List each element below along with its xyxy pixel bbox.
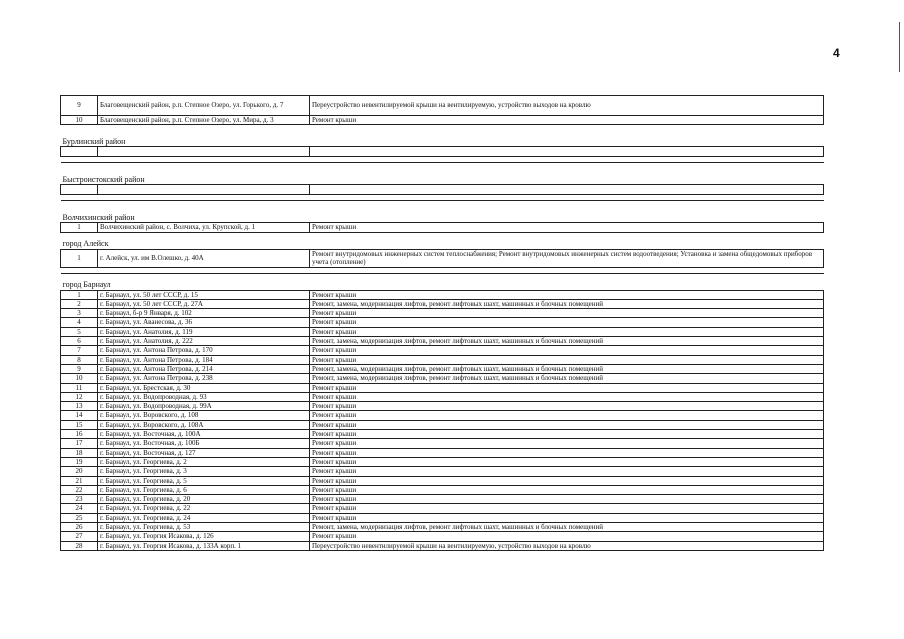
row-number: 10 [61, 116, 98, 125]
row-address: г. Барнаул, ул. Восточная, д. 127 [98, 448, 310, 457]
table-row [61, 523, 824, 532]
row-works: Ремонт крыши [310, 430, 824, 439]
row-address: г. Барнаул, ул. Анатолия, д. 119 [98, 327, 310, 336]
table-row [61, 430, 824, 439]
row-number: 28 [61, 541, 98, 550]
row-address: г. Барнаул, ул. Георгиева, д. 24 [98, 513, 310, 522]
row-address: г. Барнаул, ул. Восточная, д. 100А [98, 430, 310, 439]
row-works: Ремонт крыши [310, 318, 824, 327]
table-row [61, 402, 824, 411]
row-address: г. Барнаул, ул. Антона Петрова, д. 184 [98, 355, 310, 364]
row-works: Ремонт внутридомовых инженерных систем теплоснабжения; Ремонт внутридомовых инженерных систем водоотведения; Установка и замена общедомовых приборов учета (отопление) [310, 249, 824, 267]
district-header [61, 201, 824, 223]
row-number: 11 [61, 383, 98, 392]
table-row [61, 485, 824, 494]
row-address: г. Барнаул, ул. Георгиева, д. 22 [98, 504, 310, 513]
row-number: 4 [61, 318, 98, 327]
row-address: г. Барнаул, ул. Георгия Исакова, д. 133А корп. 1 [98, 541, 310, 550]
row-works: Ремонт, замена, модернизация лифтов, ремонт лифтовых шахт, машинных и блочных помещений [310, 374, 824, 383]
row-number: 27 [61, 532, 98, 541]
row-number: 26 [61, 523, 98, 532]
table-row [61, 392, 824, 401]
row-works: Ремонт крыши [310, 439, 824, 448]
row-works: Ремонт, замена, модернизация лифтов, ремонт лифтовых шахт, машинных и блочных помещений [310, 364, 824, 373]
table-row [61, 318, 824, 327]
barnaul-rows [61, 290, 824, 550]
page-number: 4 [833, 46, 840, 60]
row-number: 18 [61, 448, 98, 457]
row-works: Ремонт крыши [310, 457, 824, 466]
row-number: 2 [61, 299, 98, 308]
table-row [61, 337, 824, 346]
row-address: Благовещенский район, р.п. Степное Озеро, ул. Горького, д. 7 [98, 96, 310, 116]
row-number: 24 [61, 504, 98, 513]
district-title: город Алейск [61, 232, 824, 249]
row-number: 14 [61, 411, 98, 420]
table-row [61, 541, 824, 550]
table-row [61, 457, 824, 466]
row-works: Ремонт крыши [310, 485, 824, 494]
district-header [61, 125, 824, 147]
row-address: г. Барнаул, б-р 9 Января, д. 102 [98, 309, 310, 318]
row-address: г. Барнаул, ул. Георгия Исакова, д. 126 [98, 532, 310, 541]
row-address: Волчихинский район, с. Волчиха, ул. Крупской, д. 1 [98, 223, 310, 232]
row-works: Ремонт крыши [310, 411, 824, 420]
table-row [61, 383, 824, 392]
row-number: 9 [61, 96, 98, 116]
table-row [61, 223, 824, 232]
row-number: 5 [61, 327, 98, 336]
row-address: г. Барнаул, ул. Анатолия, д. 222 [98, 337, 310, 346]
table-row [61, 249, 824, 267]
row-works: Ремонт, замена, модернизация лифтов, ремонт лифтовых шахт, машинных и блочных помещений [310, 337, 824, 346]
row-address: г. Барнаул, ул. 50 лет СССР, д. 27А [98, 299, 310, 308]
row-works: Ремонт крыши [310, 223, 824, 232]
row-address: г. Барнаул, ул. Водопроводная, д. 93 [98, 392, 310, 401]
row-number: 15 [61, 420, 98, 429]
row-address: г. Барнаул, ул. Антона Петрова, д. 170 [98, 346, 310, 355]
row-number: 6 [61, 337, 98, 346]
row-works: Ремонт крыши [310, 476, 824, 485]
district-title: Бурлинский район [61, 125, 824, 147]
row-address: г. Барнаул, ул. Восточная, д. 100Б [98, 439, 310, 448]
empty-row [61, 185, 824, 195]
table-row [61, 364, 824, 373]
table-row [61, 327, 824, 336]
table-row [61, 439, 824, 448]
table-row [61, 355, 824, 364]
table-row [61, 532, 824, 541]
row-number: 1 [61, 223, 98, 232]
table-row [61, 513, 824, 522]
row-address: г. Барнаул, ул. 50 лет СССР, д. 15 [98, 290, 310, 299]
row-works: Переустройство невентилируемой крыши на вентилируемую, устройство выходов на кровлю [310, 541, 824, 550]
row-number: 21 [61, 476, 98, 485]
row-address: г. Барнаул, ул. Георгиева, д. 6 [98, 485, 310, 494]
row-address: г. Барнаул, ул. Георгиева, д. 3 [98, 467, 310, 476]
table-row [61, 96, 824, 116]
table-row [61, 504, 824, 513]
row-address: г. Барнаул, ул. Антона Петрова, д. 214 [98, 364, 310, 373]
row-number: 13 [61, 402, 98, 411]
row-number: 12 [61, 392, 98, 401]
row-works: Ремонт крыши [310, 402, 824, 411]
row-address: г. Барнаул, ул. Георгиева, д. 2 [98, 457, 310, 466]
row-address: Благовещенский район, р.п. Степное Озеро, ул. Мира, д. 3 [98, 116, 310, 125]
row-number: 17 [61, 439, 98, 448]
row-works: Переустройство невентилируемой крыши на вентилируемую, устройство выходов на кровлю [310, 96, 824, 116]
scan-edge-line [899, 22, 900, 72]
row-works: Ремонт крыши [310, 309, 824, 318]
table-row [61, 411, 824, 420]
row-works: Ремонт крыши [310, 448, 824, 457]
table-row [61, 346, 824, 355]
row-number: 10 [61, 374, 98, 383]
row-number: 3 [61, 309, 98, 318]
row-works: Ремонт крыши [310, 116, 824, 125]
row-number: 1 [61, 249, 98, 267]
row-address: г. Барнаул, ул. Антона Петрова, д. 238 [98, 374, 310, 383]
row-works: Ремонт крыши [310, 355, 824, 364]
row-number: 22 [61, 485, 98, 494]
row-works: Ремонт крыши [310, 383, 824, 392]
row-address: г. Барнаул, ул. Брестская, д. 30 [98, 383, 310, 392]
row-works: Ремонт крыши [310, 420, 824, 429]
row-number: 20 [61, 467, 98, 476]
row-number: 1 [61, 290, 98, 299]
table-row [61, 309, 824, 318]
row-works: Ремонт, замена, модернизация лифтов, ремонт лифтовых шахт, машинных и блочных помещений [310, 299, 824, 308]
row-works: Ремонт, замена, модернизация лифтов, ремонт лифтовых шахт, машинных и блочных помещений [310, 523, 824, 532]
row-works: Ремонт крыши [310, 504, 824, 513]
row-address: г. Алейск, ул. им В.Олешко, д. 40А [98, 249, 310, 267]
row-address: г. Барнаул, ул. Георгиева, д. 5 [98, 476, 310, 485]
table-row [61, 467, 824, 476]
row-works: Ремонт крыши [310, 467, 824, 476]
row-number: 25 [61, 513, 98, 522]
row-works: Ремонт крыши [310, 346, 824, 355]
row-number: 7 [61, 346, 98, 355]
row-number: 23 [61, 495, 98, 504]
table-row [61, 448, 824, 457]
district-title: город Барнаул [61, 273, 824, 290]
row-address: г. Барнаул, ул. Аванесова, д. 36 [98, 318, 310, 327]
district-header [61, 163, 824, 185]
table-row [61, 290, 824, 299]
district-header [61, 232, 824, 249]
table-row [61, 420, 824, 429]
table-row [61, 116, 824, 125]
row-address: г. Барнаул, ул. Воровского, д. 108А [98, 420, 310, 429]
row-works: Ремонт крыши [310, 495, 824, 504]
district-title: Быстроистокский район [61, 163, 824, 185]
row-address: г. Барнаул, ул. Воровского, д. 108 [98, 411, 310, 420]
row-address: г. Барнаул, ул. Водопроводная, д. 99А [98, 402, 310, 411]
row-works: Ремонт крыши [310, 392, 824, 401]
row-number: 8 [61, 355, 98, 364]
table-row [61, 374, 824, 383]
table-row [61, 299, 824, 308]
row-number: 9 [61, 364, 98, 373]
district-header [61, 273, 824, 290]
row-number: 16 [61, 430, 98, 439]
row-works: Ремонт крыши [310, 290, 824, 299]
row-works: Ремонт крыши [310, 513, 824, 522]
row-address: г. Барнаул, ул. Георгиева, д. 53 [98, 523, 310, 532]
table-row [61, 495, 824, 504]
row-address: г. Барнаул, ул. Георгиева, д. 20 [98, 495, 310, 504]
table-row [61, 476, 824, 485]
row-works: Ремонт крыши [310, 532, 824, 541]
row-number: 19 [61, 457, 98, 466]
empty-row [61, 147, 824, 157]
repair-program-table [60, 95, 824, 551]
row-works: Ремонт крыши [310, 327, 824, 336]
district-title: Волчихинский район [61, 201, 824, 223]
